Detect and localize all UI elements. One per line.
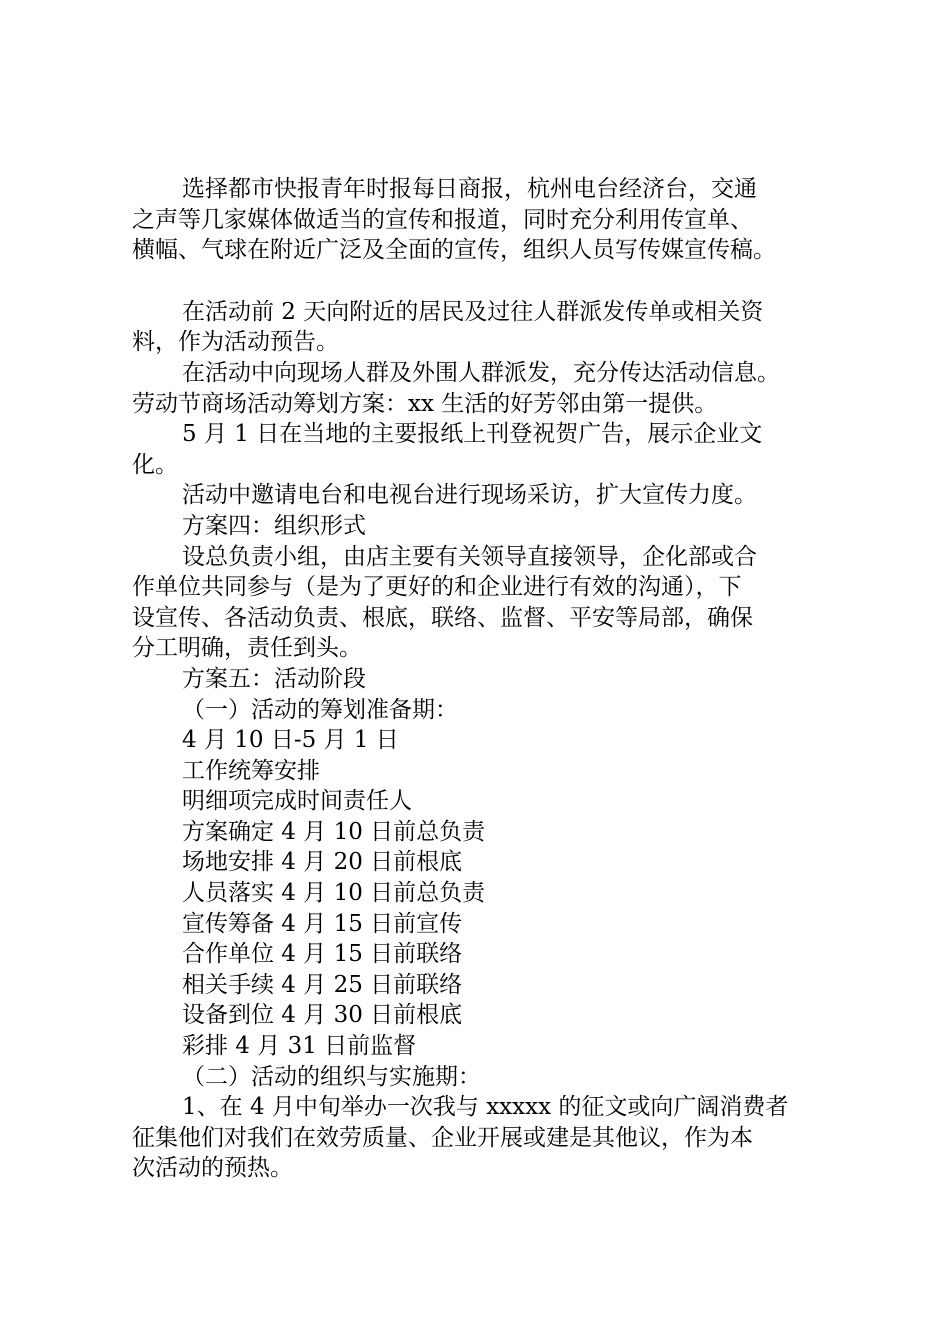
paragraph-line: 选择都市快报青年时报每日商报，杭州电台经济台，交通 — [182, 176, 757, 202]
paragraph-line: 5 月 1 日在当地的主要报纸上刊登祝贺广告，展示企业文 — [182, 421, 763, 448]
paragraph-line: 1、在 4 月中旬举办一次我与 xxxxx 的征文或向广阔消费者 — [182, 1094, 789, 1121]
paragraph-line: 设总负责小组，由店主要有关领导直接领导，企化部或合 — [182, 543, 757, 570]
document-body — [132, 174, 832, 1184]
schedule-row: 方案确定 4 月 10 日前总负责 — [182, 818, 486, 845]
paragraph-line: 分工明确，责任到头。 — [132, 635, 362, 662]
paragraph-line: 劳动节商场活动筹划方案：xx 生活的好芳邻由第一提供。 — [132, 390, 718, 417]
section-heading: 方案四：组织形式 — [182, 512, 366, 539]
paragraph-line: 次活动的预热。 — [132, 1155, 293, 1182]
schedule-row: 彩排 4 月 31 日前监督 — [182, 1033, 417, 1060]
paragraph-line: 4 月 10 日-5 月 1 日 — [182, 727, 399, 754]
paragraph-line: 工作统筹安排 — [182, 757, 320, 784]
paragraph-line: 化。 — [132, 451, 178, 478]
paragraph-line: 在活动中向现场人群及外围人群派发，充分传达活动信息。 — [182, 359, 780, 386]
schedule-row: 场地安排 4 月 20 日前根底 — [182, 849, 463, 876]
schedule-row: 人员落实 4 月 10 日前总负责 — [182, 880, 486, 907]
paragraph-line: 在活动前 2 天向附近的居民及过往人群派发传单或相关资 — [182, 298, 764, 325]
subsection-heading: （二）活动的组织与实施期： — [182, 1063, 481, 1090]
paragraph-line: 设宣传、各活动负责、根底，联络、监督、平安等局部，确保 — [132, 604, 753, 631]
schedule-row: 宣传筹备 4 月 15 日前宣传 — [182, 910, 463, 937]
paragraph-gap — [132, 266, 832, 297]
section-heading: 方案五：活动阶段 — [182, 665, 366, 692]
schedule-row: 相关手续 4 月 25 日前联络 — [182, 971, 463, 998]
subsection-heading: （一）活动的筹划准备期： — [182, 696, 458, 723]
paragraph-line: 征集他们对我们在效劳质量、企业开展或建是其他议，作为本 — [132, 1124, 753, 1151]
paragraph-line: 料，作为活动预告。 — [132, 329, 339, 356]
paragraph-line: 活动中邀请电台和电视台进行现场采访，扩大宣传力度。 — [182, 482, 757, 509]
schedule-header: 明细项完成时间责任人 — [182, 788, 412, 815]
schedule-row: 合作单位 4 月 15 日前联络 — [182, 941, 463, 968]
schedule-row: 设备到位 4 月 30 日前根底 — [182, 1002, 463, 1029]
paragraph-line: 横幅、气球在附近广泛及全面的宣传，组织人员写传媒宣传稿。 — [132, 237, 776, 264]
paragraph-line: 之声等几家媒体做适当的宣传和报道，同时充分利用传宣单、 — [132, 206, 753, 233]
paragraph-line: 作单位共同参与（是为了更好的和企业进行有效的沟通），下 — [132, 574, 742, 601]
